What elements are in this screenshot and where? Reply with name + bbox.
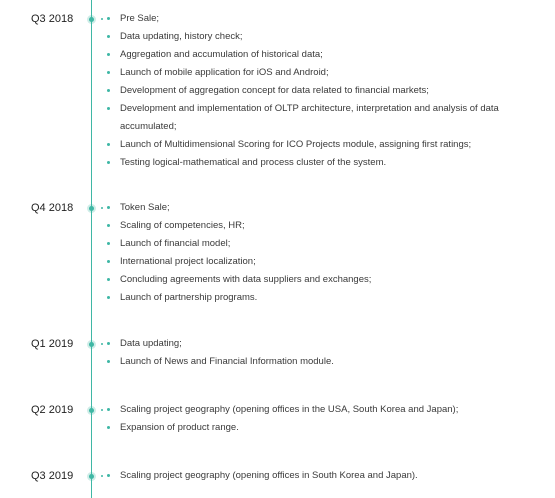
bullet-icon xyxy=(107,342,110,345)
item-text: Launch of News and Financial Information module. xyxy=(120,356,334,367)
bullet-icon xyxy=(107,296,110,299)
bullet-icon xyxy=(107,408,110,411)
item-text: Scaling project geography (opening offices in South Korea and Japan). xyxy=(120,470,418,481)
timeline-node-icon xyxy=(89,17,94,22)
bullet-icon xyxy=(107,242,110,245)
list-item xyxy=(106,401,501,419)
item-text: Development and implementation of OLTP architecture, interpretation and analysis of data accumulated; xyxy=(120,103,499,132)
list-item xyxy=(106,335,501,353)
list-item xyxy=(106,253,501,271)
item-text: Launch of financial model; xyxy=(120,238,231,249)
bullet-icon xyxy=(107,161,110,164)
timeline-tick-icon xyxy=(101,475,103,477)
bullet-icon xyxy=(107,426,110,429)
list-item xyxy=(106,46,501,64)
bullet-icon xyxy=(107,71,110,74)
bullet-icon xyxy=(107,35,110,38)
bullet-icon xyxy=(107,107,110,110)
list-item xyxy=(106,353,501,371)
quarter-label: Q1 2019 xyxy=(31,338,74,350)
item-text: Pre Sale; xyxy=(120,13,160,24)
list-item xyxy=(106,10,501,28)
list-item xyxy=(106,154,501,172)
bullet-icon xyxy=(107,17,110,20)
item-text: Scaling project geography (opening offices in the USA, South Korea and Japan); xyxy=(120,404,459,415)
bullet-icon xyxy=(107,89,110,92)
list-item xyxy=(106,419,501,437)
list-item xyxy=(106,28,501,46)
list-item xyxy=(106,467,501,485)
item-text: Development of aggregation concept for data related to financial markets; xyxy=(120,85,429,96)
item-text: Aggregation and accumulation of historical data; xyxy=(120,49,323,60)
bullet-icon xyxy=(107,53,110,56)
bullet-icon xyxy=(107,224,110,227)
quarter-label: Q3 2018 xyxy=(31,13,74,25)
bullet-icon xyxy=(107,143,110,146)
timeline-node-icon xyxy=(89,206,94,211)
timeline-tick-icon xyxy=(101,409,103,411)
bullet-icon xyxy=(107,474,110,477)
list-item xyxy=(106,82,501,100)
item-text: Launch of Multidimensional Scoring for ICO Projects module, assigning first ratings; xyxy=(120,139,472,150)
list-item xyxy=(106,235,501,253)
timeline-node-icon xyxy=(89,342,94,347)
item-text: Data updating, history check; xyxy=(120,31,243,42)
list-item xyxy=(106,289,501,307)
item-text: International project localization; xyxy=(120,256,256,267)
timeline-node-icon xyxy=(89,408,94,413)
item-text: Launch of partnership programs. xyxy=(120,292,258,303)
list-item xyxy=(106,64,501,82)
item-text: Testing logical-mathematical and process cluster of the system. xyxy=(120,157,387,168)
list-item xyxy=(106,217,501,235)
timeline-axis xyxy=(91,0,92,498)
item-text: Expansion of product range. xyxy=(120,422,239,433)
bullet-icon xyxy=(107,260,110,263)
item-text: Token Sale; xyxy=(120,202,170,213)
quarter-label: Q3 2019 xyxy=(31,470,74,482)
timeline-tick-icon xyxy=(101,18,103,20)
timeline-tick-icon xyxy=(101,343,103,345)
bullet-icon xyxy=(107,278,110,281)
item-text: Concluding agreements with data suppliers and exchanges; xyxy=(120,274,372,285)
list-item xyxy=(106,271,501,289)
item-text: Launch of mobile application for iOS and Android; xyxy=(120,67,329,78)
list-item xyxy=(106,100,501,136)
timeline-node-icon xyxy=(89,474,94,479)
bullet-icon xyxy=(107,206,110,209)
item-text: Scaling of competencies, HR; xyxy=(120,220,245,231)
item-text: Data updating; xyxy=(120,338,182,349)
bullet-icon xyxy=(107,360,110,363)
timeline-tick-icon xyxy=(101,207,103,209)
quarter-label: Q2 2019 xyxy=(31,404,74,416)
quarter-label: Q4 2018 xyxy=(31,202,74,214)
list-item xyxy=(106,199,501,217)
list-item xyxy=(106,136,501,154)
